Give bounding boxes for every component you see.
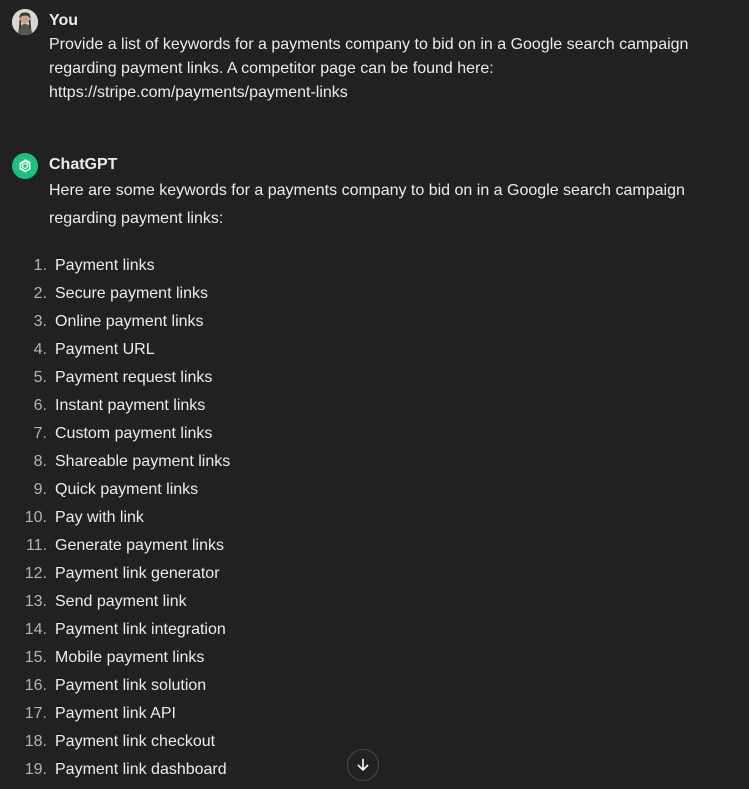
- list-item-number: 9.: [33, 481, 47, 498]
- list-item-number: 8.: [33, 453, 47, 470]
- list-item-number: 11.: [25, 537, 47, 554]
- assistant-author-name: ChatGPT: [49, 156, 118, 173]
- scroll-to-bottom-button[interactable]: [347, 749, 379, 781]
- user-message-line: regarding payment links. A competitor page can be found here:: [49, 60, 494, 77]
- list-item-number: 5.: [33, 369, 47, 386]
- keyword-label: Payment link checkout: [55, 733, 216, 750]
- list-item-number: 16.: [24, 677, 47, 694]
- keyword-label: Payment link generator: [55, 565, 220, 582]
- list-item-number: 15.: [24, 649, 47, 666]
- list-item-number: 17.: [24, 705, 47, 722]
- keyword-label: Payment links: [55, 257, 155, 274]
- openai-logo-icon: [16, 157, 34, 175]
- list-item-number: 4.: [33, 341, 47, 358]
- keyword-label: Custom payment links: [55, 425, 213, 442]
- keyword-label: Payment request links: [55, 369, 213, 386]
- list-item-number: 13.: [24, 593, 47, 610]
- assistant-intro-text: [49, 177, 699, 233]
- list-item-number: 14.: [24, 621, 47, 638]
- user-avatar-photo: [12, 9, 38, 35]
- keyword-label: Payment link API: [55, 705, 176, 722]
- list-item-number: 2.: [33, 285, 47, 302]
- assistant-intro-line: regarding payment links:: [49, 210, 224, 227]
- keyword-label: Online payment links: [55, 313, 204, 330]
- keyword-label: Mobile payment links: [55, 649, 205, 666]
- list-item-number: 10.: [24, 509, 47, 526]
- keyword-label: Quick payment links: [55, 481, 199, 498]
- assistant-intro-line: Here are some keywords for a payments company to bid on in a Google search campaign: [49, 182, 685, 199]
- list-item-number: 6.: [33, 397, 47, 414]
- list-item-number: 18.: [24, 733, 47, 750]
- keyword-label: Instant payment links: [55, 397, 206, 414]
- keyword-label: Send payment link: [55, 593, 187, 610]
- keyword-label: Payment URL: [55, 341, 155, 358]
- keyword-label: Payment link solution: [55, 677, 207, 694]
- user-avatar: [12, 9, 38, 35]
- user-message-link-text: https://stripe.com/payments/payment-links: [49, 84, 348, 101]
- list-item-number: 12.: [24, 565, 47, 582]
- assistant-avatar: [12, 153, 38, 179]
- keyword-label: Generate payment links: [55, 537, 224, 554]
- keyword-label: Payment link integration: [55, 621, 226, 638]
- list-item-number: 1.: [33, 257, 47, 274]
- keyword-label: Shareable payment links: [55, 453, 231, 470]
- list-item-number: 3.: [33, 313, 47, 330]
- user-message-text: [49, 33, 699, 105]
- user-message-line: Provide a list of keywords for a payments company to bid on in a Google search campaign: [49, 36, 689, 53]
- list-item-number: 19.: [24, 761, 47, 778]
- keyword-label: Payment link dashboard: [55, 761, 227, 778]
- arrow-down-icon: [355, 757, 371, 773]
- keyword-label: Secure payment links: [55, 285, 208, 302]
- list-item-number: 7.: [33, 425, 47, 442]
- user-author-name: You: [49, 12, 79, 29]
- keyword-label: Pay with link: [55, 509, 144, 526]
